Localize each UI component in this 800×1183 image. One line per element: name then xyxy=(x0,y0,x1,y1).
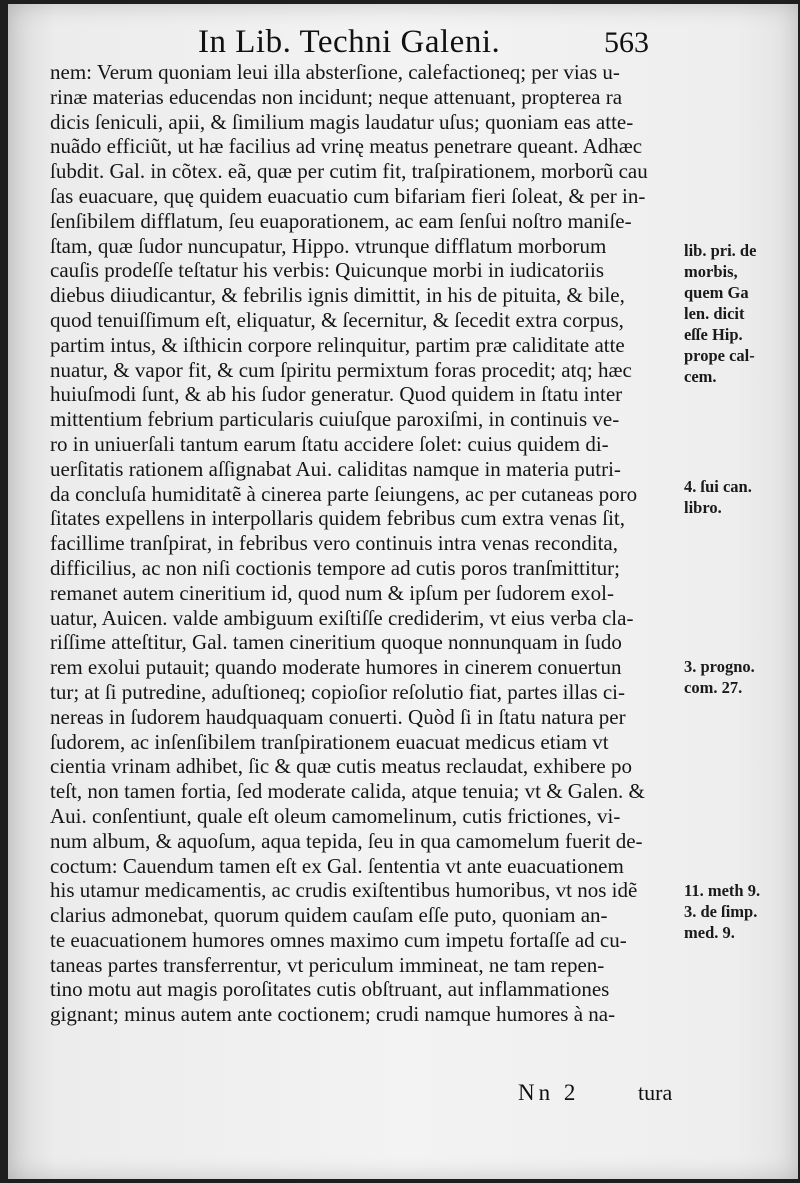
text-line: teſt, non tamen fortia, ſed moderate calida, atque tenuia; vt & Galen. & xyxy=(50,779,645,804)
text-line: coctum: Cauendum tamen eſt ex Gal. ſententia vt ante euacuationem xyxy=(50,853,624,878)
book-page xyxy=(8,4,798,1179)
text-line: cientia vrinam adhibet, ſic & quæ cutis meatus reclaudat, exhibere po xyxy=(50,754,632,779)
text-line: nereas in ſudorem haudquaquam conuerti. Quòd ſi in ſtatu natura per xyxy=(50,704,626,729)
text-line: te euacuationem humores omnes maximo cum impetu fortaſſe ad cu- xyxy=(50,927,627,952)
text-line: diebus diiudicantur, & febrilis ignis dimittit, in his de pituita, & bile, xyxy=(50,283,625,308)
text-line: taneas partes transferrentur, vt periculum immineat, ne tam repen- xyxy=(50,952,605,977)
text-line: partim intus, & iſthicin corpore relinquitur, partim præ caliditate atte xyxy=(50,332,625,357)
margin-note-line: 11. meth 9. xyxy=(684,881,761,900)
margin-note-4 xyxy=(684,880,796,943)
text-line: remanet autem cineritium id, quod num & ipſum per ſudorem exol- xyxy=(50,580,614,605)
text-line: his utamur medicamentis, ac crudis exiſtentibus humoribus, vt nos idẽ xyxy=(50,878,638,903)
text-line: ſubdit. Gal. in cõtex. eã, quæ per cutim fit, traſpirationem, morborũ cau xyxy=(50,159,648,184)
margin-note-line: quem Ga xyxy=(684,283,749,302)
text-line: ſenſibilem difflatum, ſeu euaporationem, ac eam ſenſui noſtro maniſe- xyxy=(50,208,632,233)
text-line: huiuſmodi ſunt, & ab his ſudor generatur. Quod quidem in ſtatu inter xyxy=(50,382,623,407)
text-line: clarius admonebat, quorum quidem cauſam eſſe puto, quoniam an- xyxy=(50,903,608,928)
text-line: uatur, Auicen. valde ambiguum exiſtiſſe crediderim, vt eius verba cla- xyxy=(50,605,634,630)
text-line: facillime tranſpirat, in febribus vero continuis intra venas recondita, xyxy=(50,531,618,556)
text-line: rem exolui putauit; quando moderate humores in cinerem conuertun xyxy=(50,655,622,680)
text-line: ſtam, quæ ſudor nuncupatur, Hippo. vtrunque difflatum morborum xyxy=(50,233,607,258)
margin-note-line: 4. ſui can. xyxy=(684,477,752,496)
page-number: 563 xyxy=(604,26,649,59)
margin-note-1 xyxy=(684,240,796,387)
margin-note-line: eſſe Hip. xyxy=(684,325,743,344)
margin-note-line: com. 27. xyxy=(684,678,743,697)
text-line: nuatur, & vapor fit, & cum ſpiritu permixtum foras procedit; atq; hæc xyxy=(50,357,632,382)
margin-note-3 xyxy=(684,656,796,698)
margin-note-line: med. 9. xyxy=(684,923,735,942)
margin-note-2 xyxy=(684,476,796,518)
text-line: Aui. conſentiunt, quale eſt oleum camomelinum, cutis frictiones, vi- xyxy=(50,803,621,828)
text-line: ſudorem, ac inſenſibilem tranſpirationem euacuat medicus etiam vt xyxy=(50,729,609,754)
text-line: ſas euacuare, quę quidem euacuatio cum bifariam fieri ſoleat, & per in- xyxy=(50,183,646,208)
text-line: gignant; minus autem ante coctionem; crudi namque humores à na- xyxy=(50,1002,616,1027)
margin-note-line: 3. de ſimp. xyxy=(684,902,758,921)
text-line: tino motu aut magis poroſitates cutis obſtruant, aut inflammationes xyxy=(50,977,610,1002)
margin-note-line: cem. xyxy=(684,367,717,386)
margin-note-line: 3. progno. xyxy=(684,657,755,676)
text-line: rinæ materias educendas non incidunt; neque attenuant, propterea ra xyxy=(50,84,623,109)
margin-note-line: libro. xyxy=(684,498,722,517)
text-line: num album, & aquoſum, aqua tepida, ſeu in qua camomelum fuerit de- xyxy=(50,828,643,853)
running-title: In Lib. Techni Galeni. xyxy=(198,24,501,60)
text-line: dicis ſeniculi, apii, & ſimilium magis laudatur uſus; quoniam eas atte- xyxy=(50,109,634,134)
text-line: nuãdo efficiũt, ut hæ facilius ad vrinę meatus penetrare queant. Adhæc xyxy=(50,134,643,159)
margin-note-line: prope cal- xyxy=(684,346,755,365)
text-line: uerſitatis rationem aſſignabat Aui. caliditas namque in materia putri- xyxy=(50,456,621,481)
page-footer xyxy=(8,1080,798,1114)
margin-note-line: morbis, xyxy=(684,262,738,281)
text-line: riſſime atteſtitur, Gal. tamen cineritium quoque nonnunquam in ſudo xyxy=(50,630,622,655)
catchword: tura xyxy=(638,1080,673,1105)
text-line: mittentium febrium particularis cuiuſque paroxiſmi, in continuis ve- xyxy=(50,407,620,432)
text-line: tur; at ſi putredine, aduſtioneq; copioſior reſolutio fiat, partes illas ci- xyxy=(50,679,626,704)
text-line: ſitates expellens in interpollaris quidem febribus cum extra venas ſit, xyxy=(50,506,626,531)
text-line: cauſis prodeſſe teſtatur his verbis: Quicunque morbi in iudicatoriis xyxy=(50,258,605,283)
margin-note-line: lib. pri. de xyxy=(684,241,757,260)
text-line: nem: Verum quoniam leui illa absterſione, calefactioneq; per vias u- xyxy=(50,60,620,84)
text-line: quod tenuiſſimum eſt, eliquatur, & ſecernitur, & ſecedit extra corpus, xyxy=(50,307,624,332)
running-head xyxy=(8,14,798,62)
text-line: ro in uniuerſali tantum earum ſtatu accidere ſolet: cuius quidem di- xyxy=(50,431,609,456)
main-text-block xyxy=(50,60,690,1027)
signature-mark: Nn 2 xyxy=(518,1080,580,1105)
margin-note-line: len. dicit xyxy=(684,304,745,323)
text-line: difficilius, ac non niſi coctionis tempore ad cutis poros tranſmittitur; xyxy=(50,555,621,580)
text-line: da concluſa humiditatẽ à cinerea parte ſeiungens, ac per cutaneas poro xyxy=(50,481,638,506)
